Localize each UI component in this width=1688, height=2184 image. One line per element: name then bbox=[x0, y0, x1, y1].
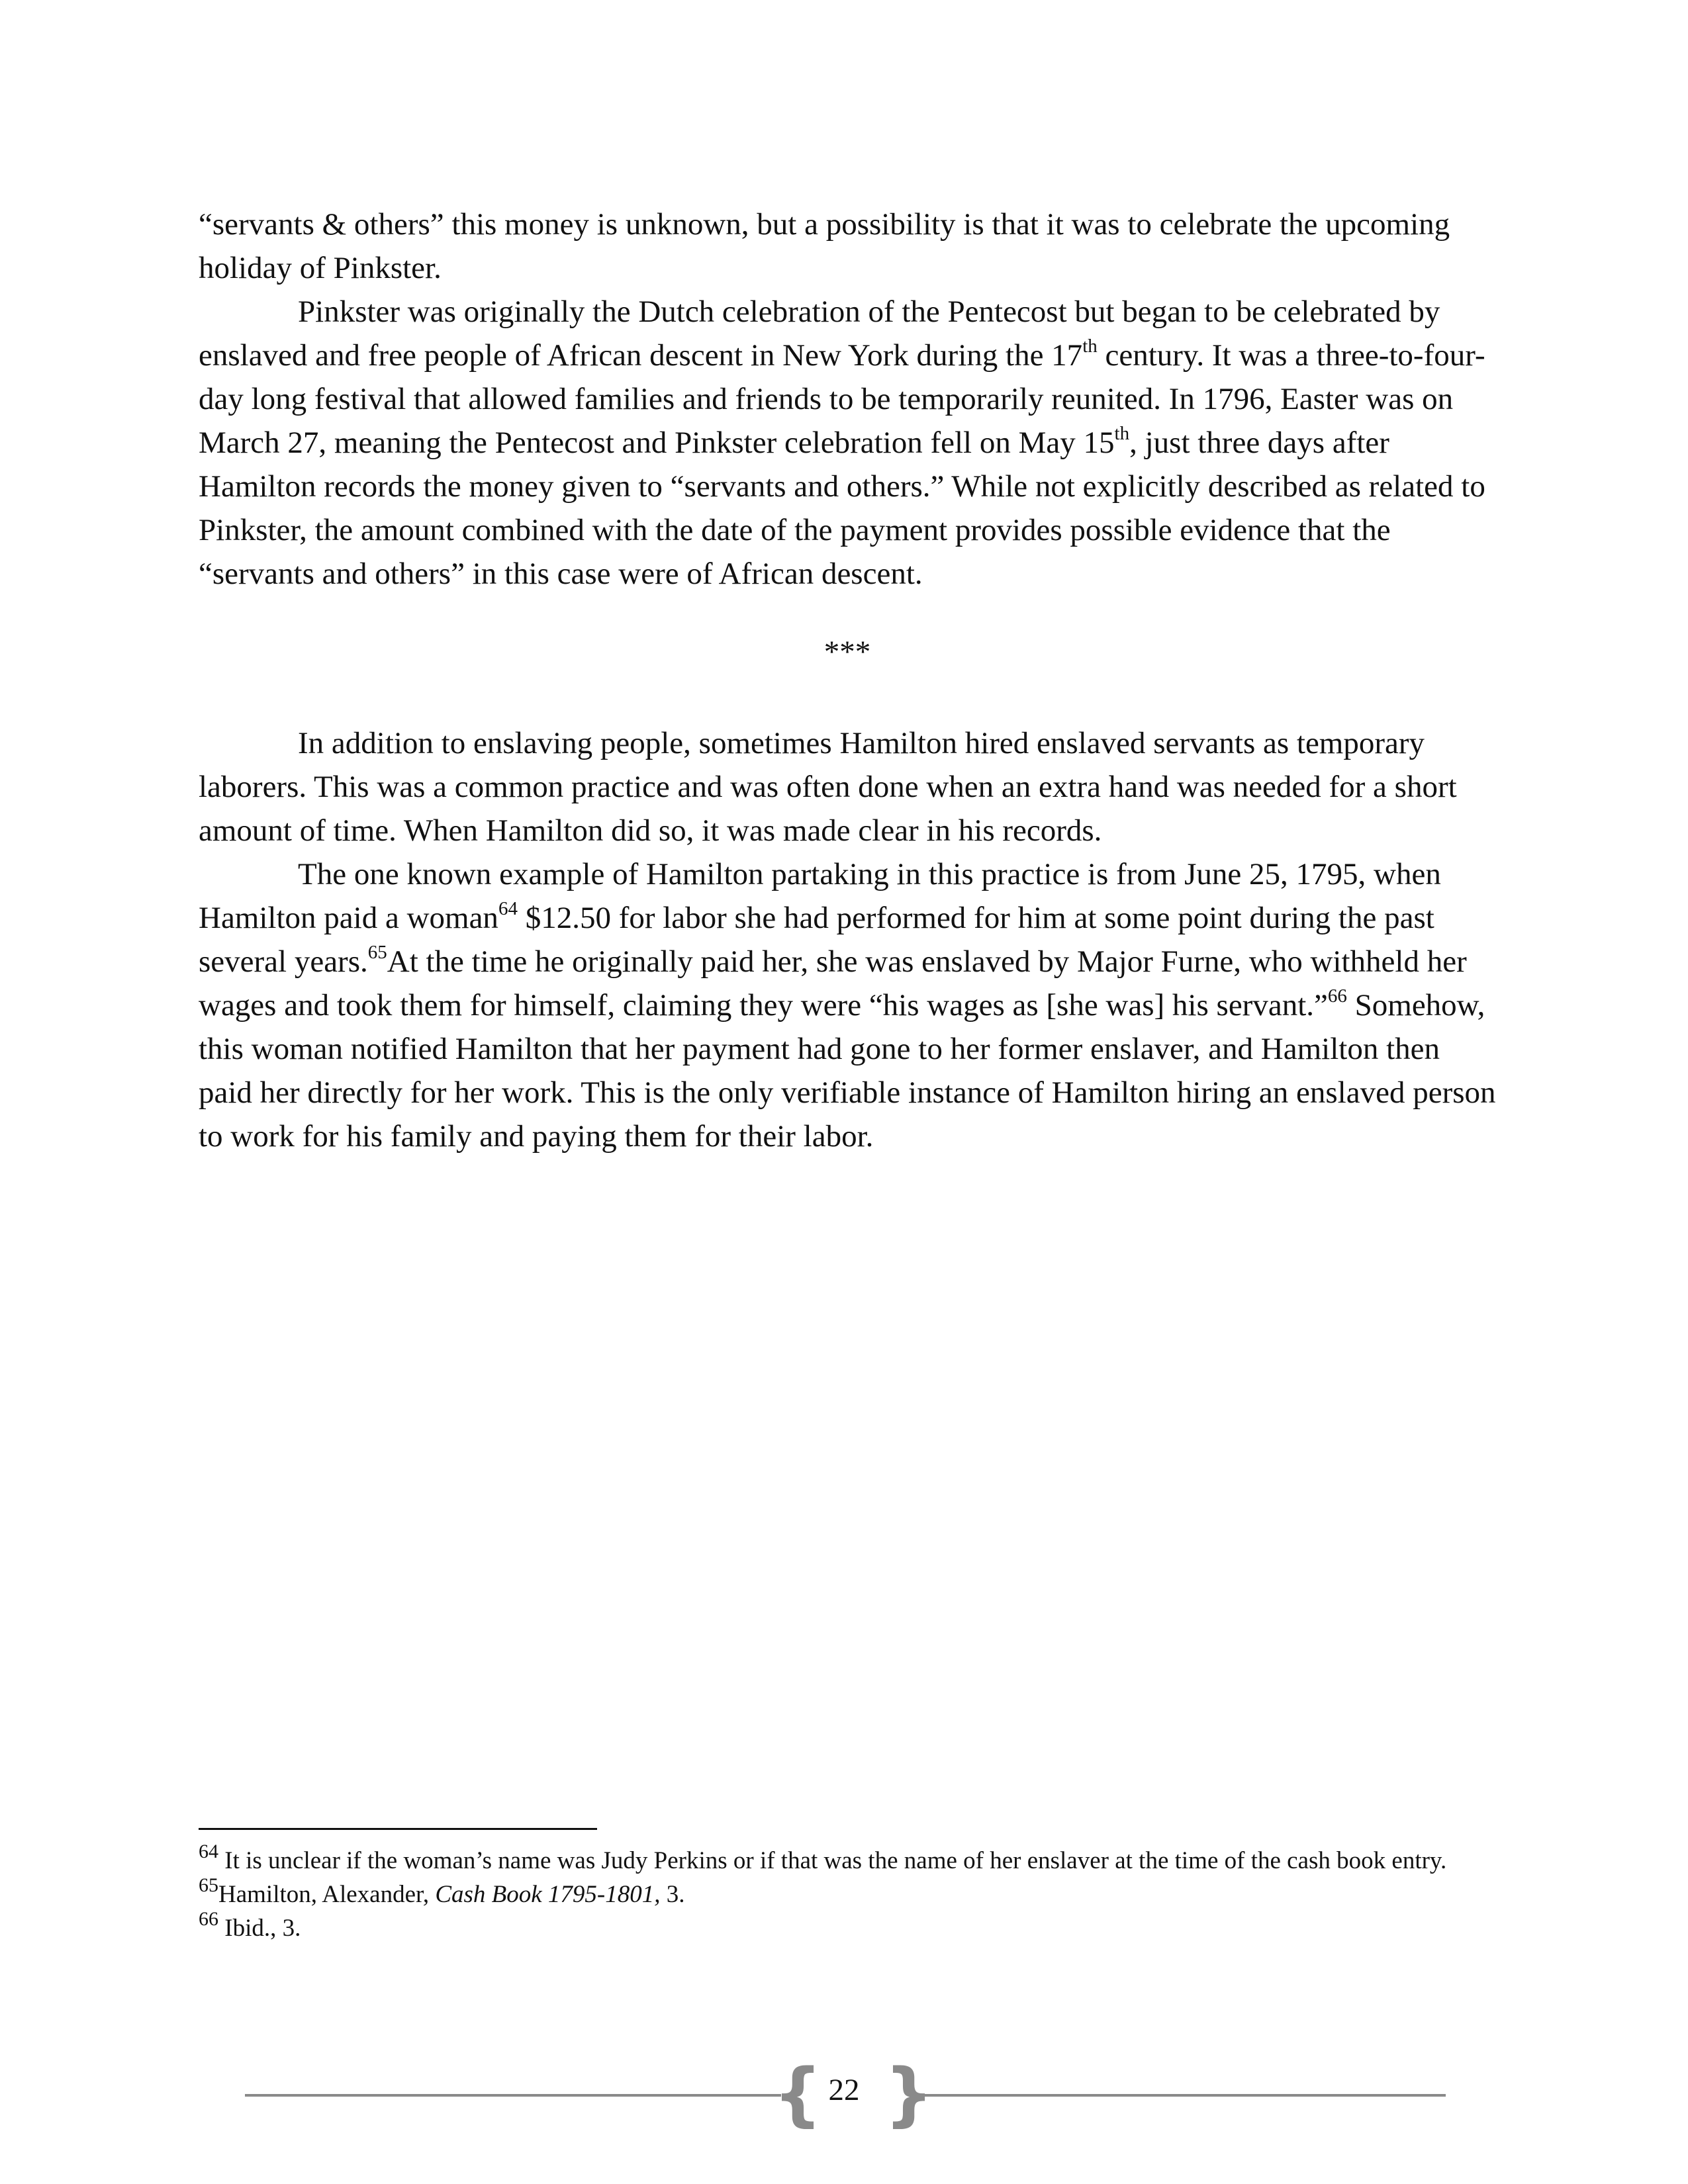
footnote-text: 3. bbox=[660, 1881, 685, 1908]
footnote-reference: 65 bbox=[367, 942, 387, 963]
paragraph-4 bbox=[199, 852, 1496, 1158]
paragraph-3-text: In addition to enslaving people, sometimes Hamilton hired enslaved servants as temporary laborers. This was a common practice and was often done when an extra hand was needed for a short amount of time. When Hamilton did so, it was made clear in his records. bbox=[199, 726, 1457, 848]
footnote-source-title: Cash Book 1795-1801, bbox=[435, 1881, 661, 1908]
footer-bracket-right: } bbox=[884, 2054, 934, 2134]
paragraph-3 bbox=[199, 721, 1496, 852]
paragraph-2-text-a: Pinkster was originally the Dutch celebration of the Pentecost but began to be celebrated by enslaved and free people of African descent in New York during the 17 bbox=[199, 295, 1440, 373]
footnote-reference: 64 bbox=[498, 898, 518, 919]
body-text bbox=[199, 203, 1496, 1158]
footnote-text: Ibid., 3. bbox=[218, 1915, 301, 1942]
page-number: 22 bbox=[828, 2073, 860, 2107]
paragraph-4-text-b: $12.50 for labor she had performed for him at some point during the past several years. bbox=[199, 901, 1434, 979]
footer-rule-left bbox=[245, 2094, 781, 2097]
paragraph-2-text-c: , just three days after Hamilton records the money given to “servants and others.” While not explicitly described as related to Pinkster, the amount combined with the date of the payment provides possible evidence that the “servants and others” in this case were of African descent. bbox=[199, 426, 1485, 591]
footnote-number: 64 bbox=[199, 1841, 218, 1862]
ordinal-suffix: th bbox=[1082, 336, 1098, 357]
footnote-reference: 66 bbox=[1327, 985, 1347, 1007]
footnote-number: 66 bbox=[199, 1908, 218, 1930]
paragraph-1 bbox=[199, 203, 1496, 290]
paragraph-4-text-a: The one known example of Hamilton partaking in this practice is from June 25, 1795, when Hamilton paid a woman bbox=[199, 857, 1441, 935]
footnote-64 bbox=[199, 1841, 1496, 1878]
footer-rule-right bbox=[910, 2094, 1446, 2097]
section-separator: *** bbox=[823, 635, 871, 669]
footnotes bbox=[199, 1841, 1496, 1945]
footnote-number: 65 bbox=[199, 1874, 218, 1896]
footnote-text: Hamilton, Alexander, bbox=[218, 1881, 436, 1908]
footnote-divider bbox=[199, 1828, 597, 1830]
footer-bracket-left: { bbox=[773, 2054, 823, 2134]
paragraph-4-text-c: At the time he originally paid her, she was enslaved by Major Furne, who withheld her wages and took them for himself, claiming they were “his wages as [she was] his servant.” bbox=[199, 944, 1467, 1023]
footnote-text: It is unclear if the woman’s name was Judy Perkins or if that was the name of her enslaver at the time of the cash book entry. bbox=[218, 1847, 1447, 1874]
ordinal-suffix: th bbox=[1114, 423, 1130, 444]
paragraph-2 bbox=[199, 290, 1496, 596]
paragraph-4-text-d: Somehow, this woman notified Hamilton that her payment had gone to her former enslaver, and Hamilton then paid her directly for her work. This is the only verifiable instance of Hamilton hiring an enslaved person to work for his family and paying them for their labor. bbox=[199, 988, 1496, 1154]
footnote-65 bbox=[199, 1874, 1496, 1911]
paragraph-1-text: “servants & others” this money is unknown, but a possibility is that it was to celebrate the upcoming holiday of Pinkster. bbox=[199, 207, 1450, 285]
paragraph-2-text-b: century. It was a three-to-four-day long festival that allowed families and friends to be temporarily reunited. In 1796, Easter was on March 27, meaning the Pentecost and Pinkster celebration fell on May 15 bbox=[199, 338, 1485, 460]
footnote-66 bbox=[199, 1908, 1496, 1945]
